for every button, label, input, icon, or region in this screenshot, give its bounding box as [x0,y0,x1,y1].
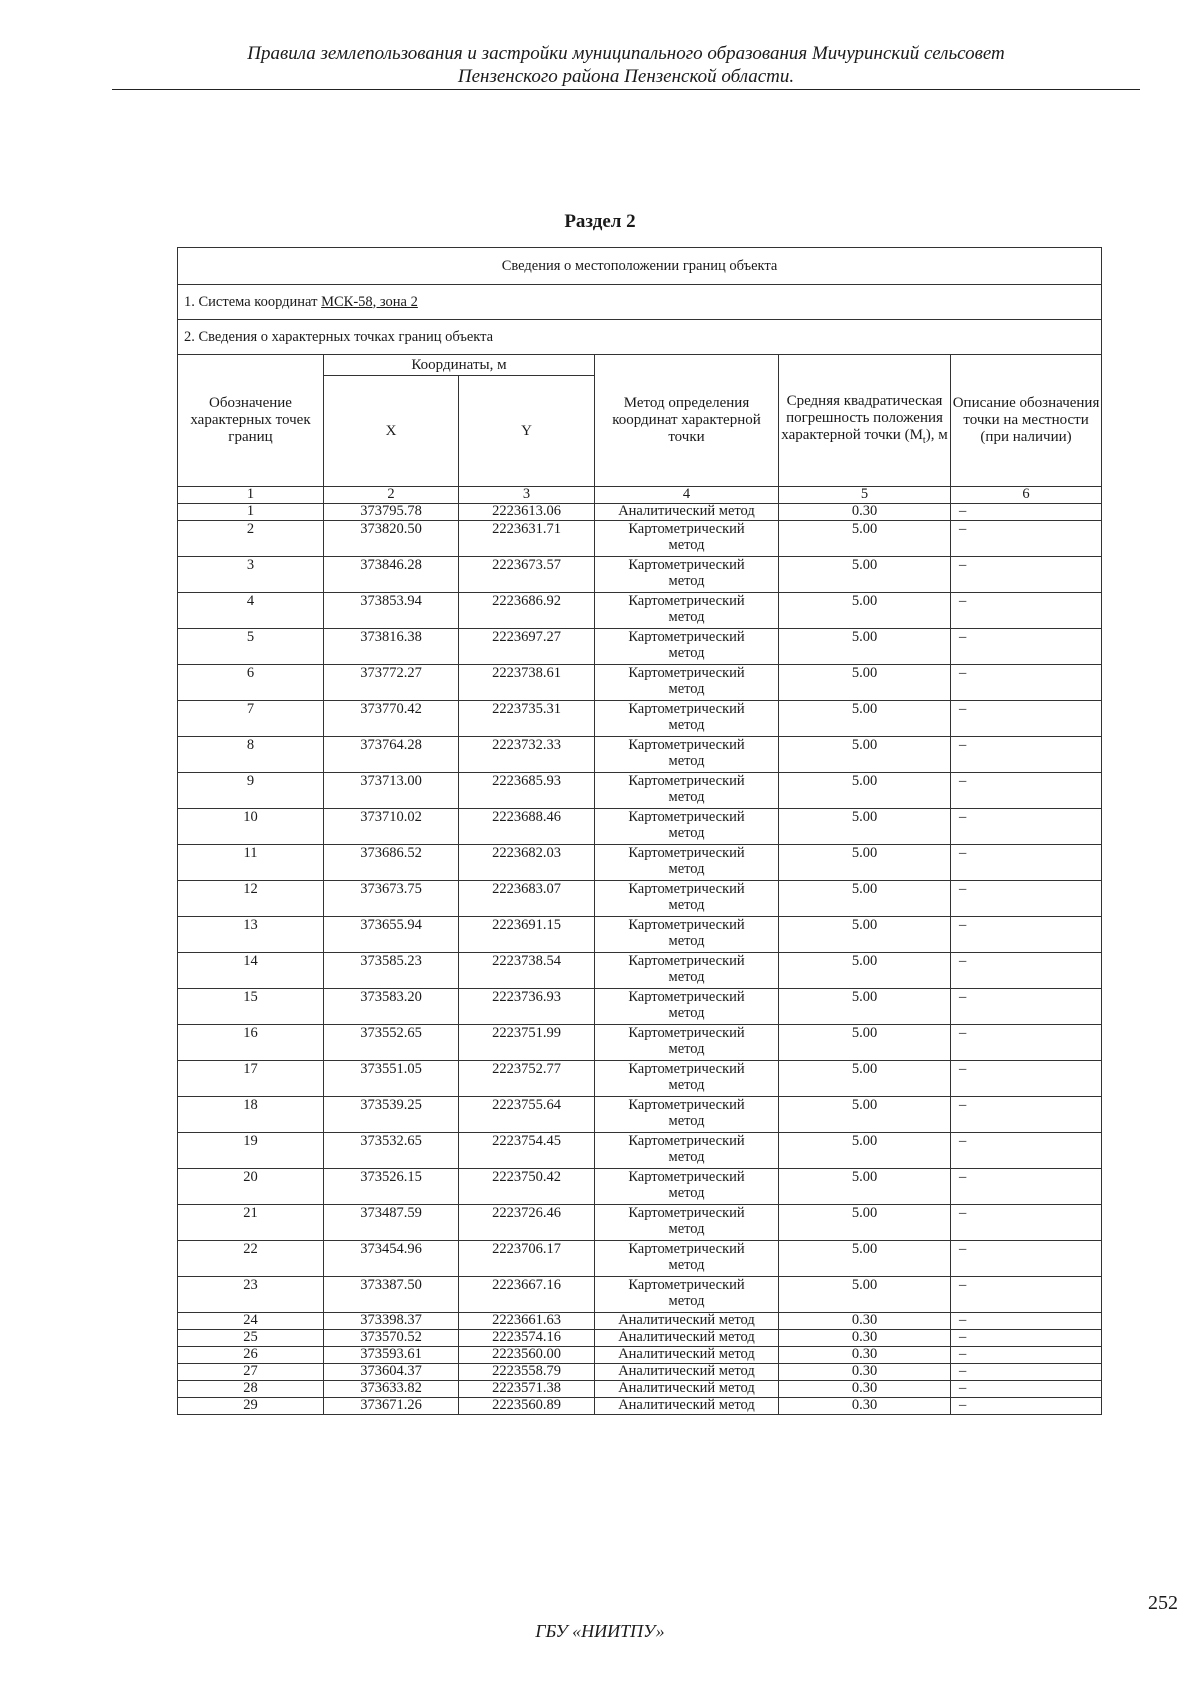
cell-method: Картометрический метод [595,665,779,701]
cell-coord-y: 2223751.99 [459,1025,595,1061]
table-row [178,989,1102,1025]
cell-description: – [951,521,1102,557]
cell-point-number: 26 [178,1347,324,1364]
cell-coord-y: 2223558.79 [459,1364,595,1381]
cell-coord-x: 373539.25 [324,1097,459,1133]
cell-description: – [951,1347,1102,1364]
table-row [178,881,1102,917]
cell-point-number: 22 [178,1241,324,1277]
cell-point-number: 6 [178,665,324,701]
header-error [779,355,951,487]
cell-error-value: 5.00 [779,1277,951,1313]
cell-coord-y: 2223682.03 [459,845,595,881]
cell-coord-y: 2223685.93 [459,773,595,809]
cell-coord-y: 2223755.64 [459,1097,595,1133]
cell-error-value: 5.00 [779,845,951,881]
cell-point-number: 9 [178,773,324,809]
table-row [178,1330,1102,1347]
cell-point-number: 29 [178,1398,324,1415]
header-error-unit: ), м [925,426,948,443]
cell-coord-y: 2223750.42 [459,1169,595,1205]
cell-coord-x: 373387.50 [324,1277,459,1313]
cell-method: Картометрический метод [595,989,779,1025]
cell-error-value: 5.00 [779,701,951,737]
cell-description: – [951,1330,1102,1347]
cell-error-value: 5.00 [779,1025,951,1061]
cell-method: Картометрический метод [595,881,779,917]
cell-description: – [951,1277,1102,1313]
cell-coord-x: 373604.37 [324,1364,459,1381]
cell-method: Картометрический метод [595,845,779,881]
header-divider [112,89,1140,90]
cell-coord-x: 373655.94 [324,917,459,953]
table-row [178,809,1102,845]
cell-description: – [951,629,1102,665]
table-row [178,593,1102,629]
cell-coord-x: 373671.26 [324,1398,459,1415]
cell-point-number: 28 [178,1381,324,1398]
cell-coord-x: 373487.59 [324,1205,459,1241]
cell-point-number: 25 [178,1330,324,1347]
cell-point-number: 19 [178,1133,324,1169]
cell-coord-x: 373853.94 [324,593,459,629]
cell-coord-y: 2223673.57 [459,557,595,593]
cell-description: – [951,953,1102,989]
column-number: 1 [178,487,324,504]
cell-method: Аналитический метод [595,1381,779,1398]
cell-error-value: 5.00 [779,1133,951,1169]
cell-coord-y: 2223697.27 [459,629,595,665]
cell-coord-x: 373585.23 [324,953,459,989]
cell-coord-x: 373526.15 [324,1169,459,1205]
table-row [178,953,1102,989]
cell-description: – [951,917,1102,953]
header-error-subscript: t [922,434,926,446]
table-row [178,773,1102,809]
cell-method: Аналитический метод [595,1398,779,1415]
cell-method: Аналитический метод [595,1364,779,1381]
cell-point-number: 21 [178,1205,324,1241]
table-row [178,1381,1102,1398]
cell-point-number: 11 [178,845,324,881]
cell-description: – [951,504,1102,521]
table-row [178,701,1102,737]
cell-point-number: 16 [178,1025,324,1061]
cell-method: Картометрический метод [595,1241,779,1277]
cell-error-value: 5.00 [779,989,951,1025]
cell-method: Аналитический метод [595,504,779,521]
column-number: 6 [951,487,1102,504]
cell-method: Картометрический метод [595,1133,779,1169]
cell-description: – [951,809,1102,845]
cell-error-value: 5.00 [779,1061,951,1097]
cell-coord-x: 373398.37 [324,1313,459,1330]
cell-description: – [951,989,1102,1025]
boundary-points-table [177,247,1102,1415]
cell-method: Аналитический метод [595,1313,779,1330]
cell-coord-y: 2223688.46 [459,809,595,845]
cell-method: Картометрический метод [595,1061,779,1097]
cell-coord-x: 373764.28 [324,737,459,773]
cell-point-number: 7 [178,701,324,737]
cell-error-value: 5.00 [779,953,951,989]
cell-error-value: 5.00 [779,593,951,629]
cell-coord-x: 373772.27 [324,665,459,701]
table-row [178,917,1102,953]
cell-point-number: 3 [178,557,324,593]
cell-point-number: 10 [178,809,324,845]
cell-coord-x: 373710.02 [324,809,459,845]
cell-coord-x: 373686.52 [324,845,459,881]
cell-error-value: 5.00 [779,1205,951,1241]
cell-point-number: 20 [178,1169,324,1205]
cell-point-number: 5 [178,629,324,665]
cell-error-value: 5.00 [779,521,951,557]
header-method: Метод определения координат характерной точки [595,355,779,487]
cell-description: – [951,881,1102,917]
cell-coord-y: 2223754.45 [459,1133,595,1169]
table-row [178,1241,1102,1277]
cell-method: Картометрический метод [595,701,779,737]
cell-coord-x: 373454.96 [324,1241,459,1277]
cell-error-value: 0.30 [779,1398,951,1415]
cell-error-value: 0.30 [779,1347,951,1364]
section-title: Раздел 2 [564,211,636,232]
cell-method: Картометрический метод [595,557,779,593]
cell-point-number: 13 [178,917,324,953]
cell-method: Картометрический метод [595,737,779,773]
table-row [178,1364,1102,1381]
footer-organization: ГБУ «НИИТПУ» [535,1621,665,1641]
cell-coord-y: 2223560.00 [459,1347,595,1364]
table-row [178,1061,1102,1097]
cell-error-value: 5.00 [779,917,951,953]
cell-coord-y: 2223661.63 [459,1313,595,1330]
cell-point-number: 18 [178,1097,324,1133]
cell-description: – [951,1169,1102,1205]
cell-coord-y: 2223738.61 [459,665,595,701]
cell-point-number: 23 [178,1277,324,1313]
header-y: Y [459,376,595,487]
cell-description: – [951,665,1102,701]
cell-error-value: 5.00 [779,557,951,593]
cell-error-value: 5.00 [779,809,951,845]
table-row [178,1169,1102,1205]
column-number: 2 [324,487,459,504]
cell-method: Картометрический метод [595,809,779,845]
header-x: X [324,376,459,487]
cell-point-number: 12 [178,881,324,917]
table-title: Сведения о местоположении границ объекта [178,248,1102,285]
cell-point-number: 24 [178,1313,324,1330]
cell-point-number: 4 [178,593,324,629]
column-number: 4 [595,487,779,504]
cell-method: Картометрический метод [595,1205,779,1241]
header-description: Описание обозначения точки на местности (при наличии) [951,355,1102,487]
cell-method: Картометрический метод [595,593,779,629]
cell-description: – [951,1241,1102,1277]
table-row [178,845,1102,881]
cell-method: Картометрический метод [595,1169,779,1205]
header-error-text: Средняя квадратическая погрешность положения характерной точки (M [781,392,943,443]
header-line-2: Пензенского района Пензенской области. [457,66,795,87]
cell-coord-y: 2223732.33 [459,737,595,773]
cell-error-value: 5.00 [779,1241,951,1277]
cell-coord-y: 2223738.54 [459,953,595,989]
cell-coord-y: 2223686.92 [459,593,595,629]
table-row [178,504,1102,521]
table-row [178,665,1102,701]
cell-coord-y: 2223752.77 [459,1061,595,1097]
cell-coord-y: 2223613.06 [459,504,595,521]
cell-point-number: 2 [178,521,324,557]
cell-coord-x: 373551.05 [324,1061,459,1097]
coord-system-value: МСК-58, зона 2 [321,293,418,310]
cell-description: – [951,737,1102,773]
coord-system-row [178,285,1102,320]
table-row [178,1205,1102,1241]
cell-error-value: 5.00 [779,1169,951,1205]
page-number: 252 [1148,1592,1178,1614]
cell-error-value: 0.30 [779,1381,951,1398]
column-number-row [178,487,1102,504]
cell-error-value: 5.00 [779,737,951,773]
cell-method: Аналитический метод [595,1347,779,1364]
table-row [178,1025,1102,1061]
table-row [178,1347,1102,1364]
cell-coord-y: 2223631.71 [459,521,595,557]
table-row [178,557,1102,593]
cell-method: Картометрический метод [595,629,779,665]
cell-method: Картометрический метод [595,1277,779,1313]
table-row [178,1133,1102,1169]
cell-coord-x: 373583.20 [324,989,459,1025]
cell-coord-y: 2223667.16 [459,1277,595,1313]
cell-point-number: 27 [178,1364,324,1381]
cell-coord-x: 373816.38 [324,629,459,665]
cell-description: – [951,1025,1102,1061]
cell-description: – [951,1313,1102,1330]
document-header [112,42,1140,88]
table-row [178,521,1102,557]
cell-coord-x: 373713.00 [324,773,459,809]
cell-coord-x: 373770.42 [324,701,459,737]
points-section-title: 2. Сведения о характерных точках границ объекта [178,320,1102,355]
cell-coord-y: 2223683.07 [459,881,595,917]
header-coordinates: Координаты, м [324,355,595,376]
cell-description: – [951,773,1102,809]
cell-description: – [951,1381,1102,1398]
cell-coord-x: 373820.50 [324,521,459,557]
cell-method: Картометрический метод [595,1097,779,1133]
cell-error-value: 5.00 [779,881,951,917]
cell-description: – [951,557,1102,593]
column-number: 5 [779,487,951,504]
cell-method: Картометрический метод [595,953,779,989]
cell-method: Картометрический метод [595,1025,779,1061]
cell-error-value: 0.30 [779,1330,951,1347]
cell-point-number: 15 [178,989,324,1025]
cell-coord-y: 2223736.93 [459,989,595,1025]
column-number: 3 [459,487,595,504]
table-row [178,1097,1102,1133]
cell-coord-x: 373593.61 [324,1347,459,1364]
cell-coord-x: 373532.65 [324,1133,459,1169]
cell-error-value: 5.00 [779,629,951,665]
cell-description: – [951,1364,1102,1381]
cell-description: – [951,593,1102,629]
table-row [178,1313,1102,1330]
coord-system-label: 1. Система координат [184,293,322,310]
cell-description: – [951,1061,1102,1097]
cell-method: Картометрический метод [595,773,779,809]
cell-description: – [951,1097,1102,1133]
cell-error-value: 0.30 [779,504,951,521]
cell-coord-x: 373846.28 [324,557,459,593]
cell-coord-x: 373673.75 [324,881,459,917]
cell-coord-y: 2223574.16 [459,1330,595,1347]
cell-coord-y: 2223571.38 [459,1381,595,1398]
cell-error-value: 5.00 [779,1097,951,1133]
cell-description: – [951,1398,1102,1415]
cell-method: Аналитический метод [595,1330,779,1347]
cell-point-number: 8 [178,737,324,773]
cell-coord-x: 373552.65 [324,1025,459,1061]
header-point-designation: Обозначение характерных точек границ [178,355,324,487]
cell-method: Картометрический метод [595,521,779,557]
table-row [178,1277,1102,1313]
cell-method: Картометрический метод [595,917,779,953]
cell-point-number: 14 [178,953,324,989]
cell-error-value: 0.30 [779,1313,951,1330]
table-row [178,1398,1102,1415]
cell-coord-x: 373570.52 [324,1330,459,1347]
cell-coord-x: 373795.78 [324,504,459,521]
cell-coord-y: 2223735.31 [459,701,595,737]
cell-point-number: 1 [178,504,324,521]
cell-point-number: 17 [178,1061,324,1097]
cell-description: – [951,1133,1102,1169]
cell-description: – [951,1205,1102,1241]
cell-coord-y: 2223560.89 [459,1398,595,1415]
cell-error-value: 5.00 [779,773,951,809]
cell-coord-x: 373633.82 [324,1381,459,1398]
cell-error-value: 0.30 [779,1364,951,1381]
cell-error-value: 5.00 [779,665,951,701]
table-row [178,737,1102,773]
cell-coord-y: 2223706.17 [459,1241,595,1277]
cell-description: – [951,701,1102,737]
table-row [178,629,1102,665]
cell-description: – [951,845,1102,881]
cell-coord-y: 2223691.15 [459,917,595,953]
header-line-1: Правила землепользования и застройки муниципального образования Мичуринский сельсовет [247,43,1005,64]
cell-coord-y: 2223726.46 [459,1205,595,1241]
